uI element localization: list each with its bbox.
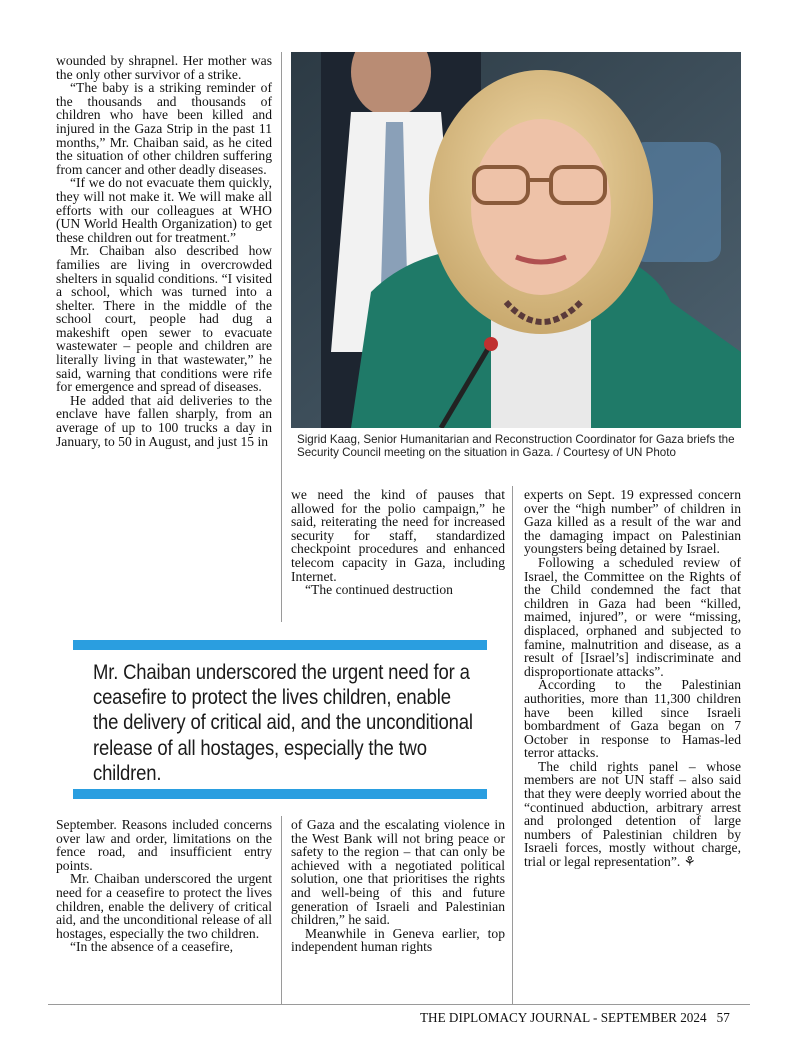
paragraph: wounded by shrapnel. Her mother was the only other survivor of a strike. [56, 53, 272, 82]
paragraph: He added that aid deliveries to the enclave have fallen sharply, from an average of up to 100 trucks a day in January, to 50 in August, and just 15 in [56, 392, 272, 449]
column-divider [281, 52, 282, 622]
publication-name: THE DIPLOMACY JOURNAL - SEPTEMBER 2024 [420, 1010, 707, 1025]
paragraph: experts on Sept. 19 expressed concern over the “high number” of children in Gaza killed as a result of the war and the damaging impact on Palestinian youngsters being detained by Israel. [524, 487, 741, 557]
paragraph: of Gaza and the escalating violence in the West Bank will not bring peace or safety to the region – that can only be achieved with a negotiated political solution, one that prioritises the rights and well-being of this and future generation of Israeli and Palestinian children,” he said. [291, 817, 505, 928]
paragraph: “The baby is a striking reminder of the thousands and thousands of children who have been killed and injured in the Gaza Strip in the past 11 months,” Mr. Chaiban said, as he cited the situation of other children suffering from cancer and other deadly diseases. [56, 80, 272, 177]
pullquote: Mr. Chaiban underscored the urgent need for a ceasefire to protect the lives children, enable the delivery of critical aid, and the unconditional release of all hostages, especially the two children. [93, 660, 473, 785]
column-1-bottom-text [56, 818, 272, 954]
paragraph: Mr. Chaiban also described how families are living in overcrowded shelters in squalid conditions. “I visited a school, which was turned into a shelter. There in the middle of the school court, people had dug a makeshift open sewer to evacuate wastewater – people and children are literally living in that wastewater,” he said, warning that conditions were rife for emergence and spread of diseases. [56, 243, 272, 395]
column-2-top-text [291, 488, 505, 597]
paragraph: “If we do not evacuate them quickly, they will not make it. We will make all efforts with our colleagues at WHO (UN World Health Organization) to get these children out for treatment.” [56, 175, 272, 245]
paragraph: Mr. Chaiban underscored the urgent need for a ceasefire to protect the lives children, enable the delivery of critical aid, and the unconditional release of all hostages, especially the two children. [56, 871, 272, 941]
column-divider [512, 486, 513, 1004]
column-divider [281, 816, 282, 1004]
pullquote-bottom-bar [73, 789, 487, 799]
paragraph: September. Reasons included concerns over law and order, limitations on the fence road, and insufficient entry points. [56, 817, 272, 873]
page-number: 57 [716, 1010, 730, 1025]
photo-caption: Sigrid Kaag, Senior Humanitarian and Reconstruction Coordinator for Gaza briefs the Security Council meeting on the situation in Gaza. / Courtesy of UN Photo [297, 433, 735, 460]
column-1-top-text [56, 54, 272, 448]
paragraph: we need the kind of pauses that allowed for the polio campaign,” he said, reiterating the need for increased security for staff, standardized checkpoint procedures and enhanced telecom capacity in Gaza, including Internet. [291, 487, 505, 584]
pullquote-top-bar [73, 640, 487, 650]
column-2-bottom-text [291, 818, 505, 954]
paragraph: Following a scheduled review of Israel, the Committee on the Rights of the Child condemned the fact that children in Gaza had been “killed, maimed, injured”, or were “missing, displaced, orphaned and subjected to famine, malnutrition and disease, as a result of [Israel’s] indiscriminate and disproportionate attacks”. [524, 554, 741, 679]
column-3-text [524, 488, 741, 869]
article-photo [291, 52, 741, 428]
paragraph: “The continued destruction [305, 582, 453, 598]
paragraph: According to the Palestinian authorities, more than 11,300 children have been killed since Israeli bombardment of Gaza began on 7 October in response to Hamas-led terror attacks. [524, 677, 741, 761]
paragraph: “In the absence of a ceasefire, [70, 939, 234, 955]
paragraph: The child rights panel – whose members are not UN staff – also said that they were deeply worried about the “continued abduction, arbitrary arrest and prolonged detention of large numbers of Palestinian children by Israeli forces, mostly without charge, trial or legal representation”. ⚘ [524, 758, 741, 870]
paragraph: Meanwhile in Geneva earlier, top independent human rights [291, 925, 505, 955]
page-footer [420, 1010, 730, 1026]
footer-rule [48, 1004, 750, 1005]
